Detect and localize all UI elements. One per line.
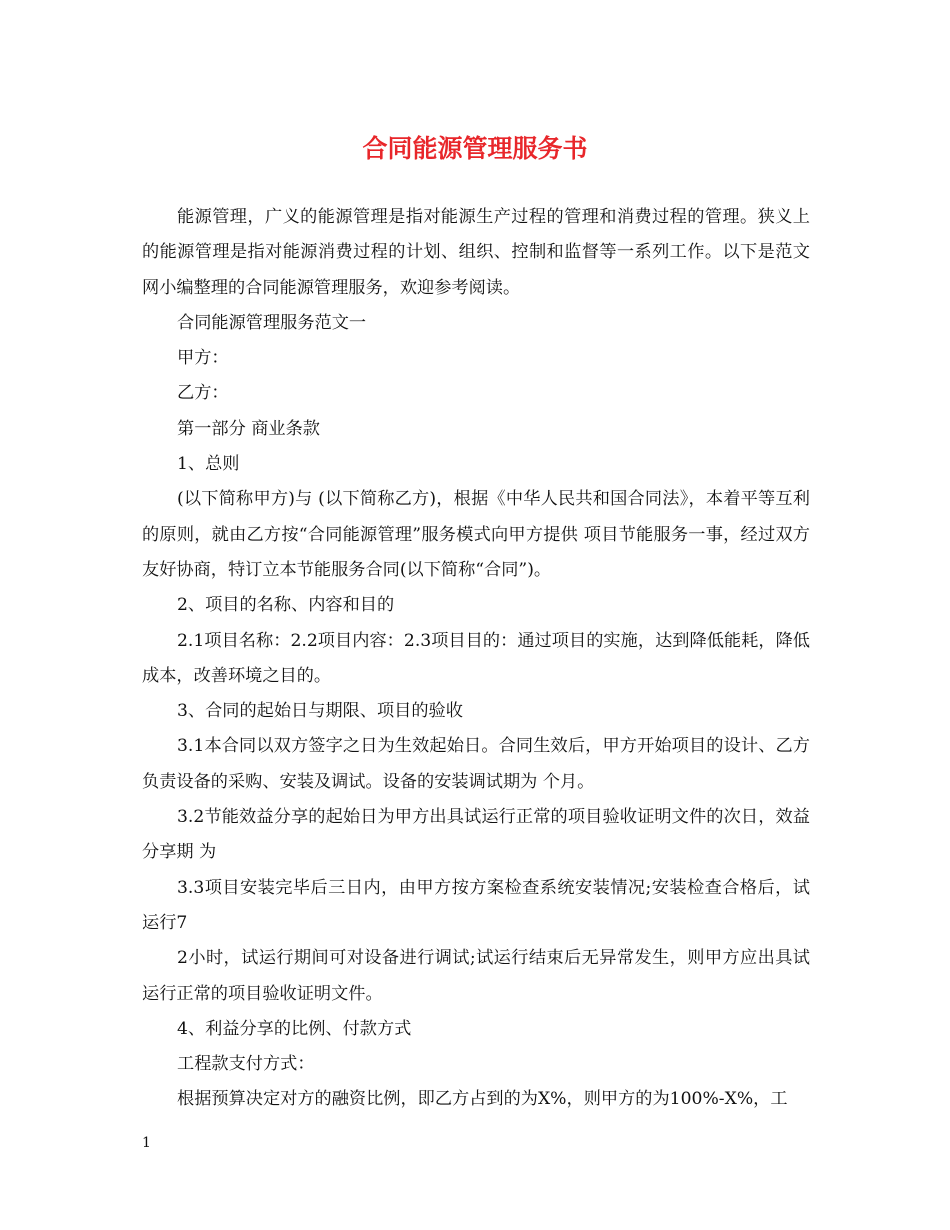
paragraph-section-2: 2、项目的名称、内容和目的	[177, 595, 395, 616]
document-title: 合同能源管理服务书	[362, 134, 588, 163]
paragraph-clause-3-1: 3.1本合同以双方签字之日为生效起始日。合同生效后，甲方开始项目的设计、乙方负责设备的采购、安装及调试。设备的安装调试期为 个月。	[142, 736, 810, 792]
paragraph-sample-heading: 合同能源管理服务范文一	[177, 312, 367, 333]
paragraph-clause-3-3-cont: 2小时，试运行期间可对设备进行调试;试运行结束后无异常发生，则甲方应出具试运行正常的项目验收证明文件。	[142, 948, 810, 1004]
paragraph-intro: 能源管理，广义的能源管理是指对能源生产过程的管理和消费过程的管理。狭义上的能源管理是指对能源消费过程的计划、组织、控制和监督等一系列工作。以下是范文网小编整理的合同能源管理服务，欢迎参考阅读。	[142, 207, 810, 298]
paragraph-financing-ratio: 根据预算决定对方的融资比例，即乙方占到的为X%，则甲方的为100%-X%，工	[177, 1089, 788, 1110]
paragraph-payment-method: 工程款支付方式：	[177, 1054, 315, 1075]
paragraph-part-one: 第一部分 商业条款	[177, 418, 320, 439]
document-body	[142, 200, 810, 1118]
paragraph-party-b: 乙方：	[177, 383, 229, 404]
paragraph-section-1: 1、总则	[177, 454, 240, 475]
paragraph-project-info: 2.1项目名称：2.2项目内容：2.3项目目的：通过项目的实施，达到降低能耗，降低成本，改善环境之目的。	[142, 630, 810, 686]
page-number: 1	[142, 1135, 151, 1151]
paragraph-general: (以下简称甲方)与 (以下简称乙方)，根据《中华人民共和国合同法》，本着平等互利的原则，就由乙方按“合同能源管理”服务模式向甲方提供 项目节能服务一事，经过双方友好协商，特订立本节能服务合同(以下简称“合同”)。	[142, 489, 810, 580]
paragraph-party-a: 甲方：	[177, 348, 229, 369]
paragraph-clause-3-2: 3.2节能效益分享的起始日为甲方出具试运行正常的项目验收证明文件的次日，效益分享期 为	[142, 807, 810, 863]
paragraph-section-4: 4、利益分享的比例、付款方式	[177, 1018, 412, 1039]
paragraph-clause-3-3: 3.3项目安装完毕后三日内，由甲方按方案检查系统安装情况;安装检查合格后，试运行7	[142, 877, 810, 933]
paragraph-section-3: 3、合同的起始日与期限、项目的验收	[177, 701, 463, 722]
